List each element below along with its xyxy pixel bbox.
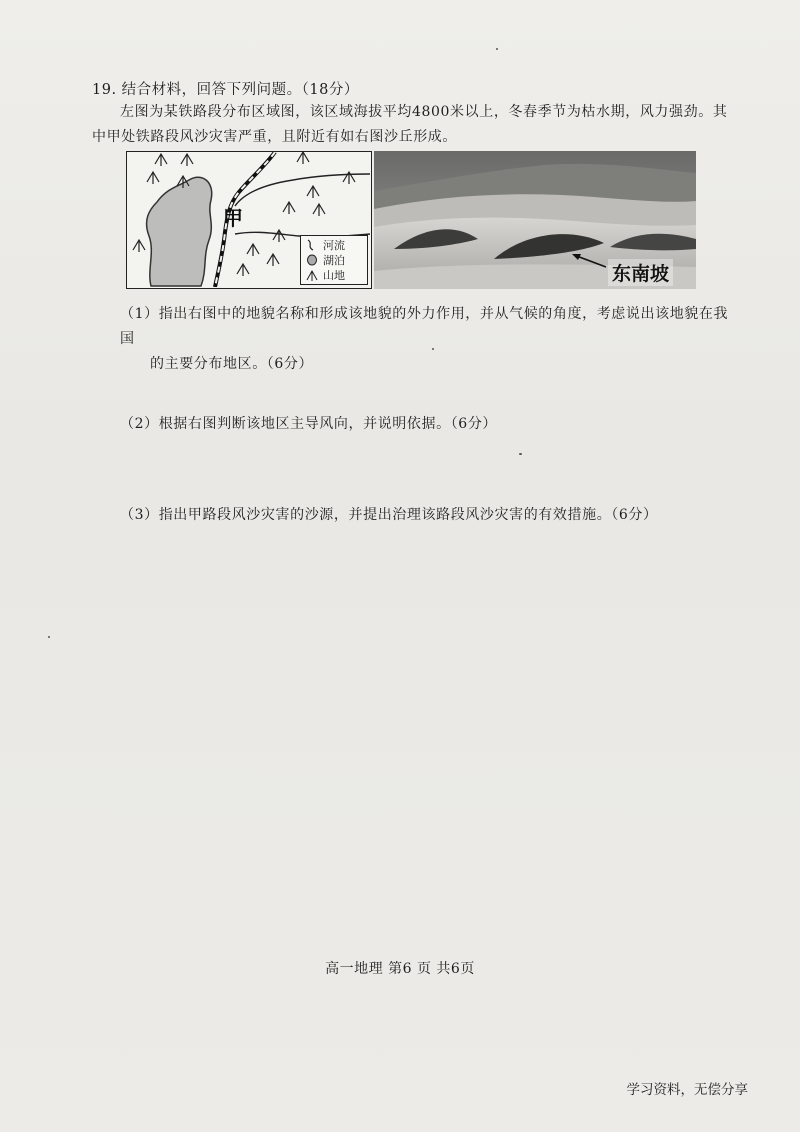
question-header: 19. 结合材料，回答下列问题。（18分） (92, 82, 359, 98)
scan-speck (48, 636, 50, 638)
scan-speck (519, 453, 522, 455)
question-intro: 左图为某铁路段分布区域图，该区域海拔平均4800米以上，冬春季节为枯水期，风力强劲。其中甲处铁路段风沙灾害严重，且附近有如右图沙丘形成。 (92, 104, 728, 145)
page-footer: 高一地理 第6 页 共6页 (325, 961, 475, 977)
dune-photo (374, 151, 696, 289)
legend-river-label: 河流 (323, 239, 345, 252)
subquestion-1-line2: 的主要分布地区。（6分） (150, 356, 314, 372)
map-legend (300, 235, 368, 285)
location-jia-label: 甲 (223, 206, 243, 230)
lake-icon (305, 254, 319, 266)
subquestion-1 (120, 302, 740, 377)
scan-speck (432, 348, 434, 350)
river-icon (305, 239, 319, 251)
subquestion-3: （3）指出甲路段风沙灾害的沙源，并提出治理该路段风沙灾害的有效措施。（6分） (120, 507, 658, 523)
southeast-slope-label: 东南坡 (608, 259, 673, 286)
subquestion-2: （2）根据右图判断该地区主导风向，并说明依据。（6分） (120, 416, 498, 432)
lake-shape (147, 177, 212, 286)
legend-lake-label: 湖泊 (323, 254, 345, 267)
river-line (235, 174, 370, 206)
legend-mountain-label: 山地 (323, 269, 345, 282)
share-note: 学习资料，无偿分享 (626, 1082, 748, 1098)
scan-speck (496, 48, 498, 50)
mountain-icon (305, 269, 319, 281)
region-map (126, 151, 372, 289)
subquestion-1-line1: （1）指出右图中的地貌名称和形成该地貌的外力作用，并从气候的角度，考虑说出该地貌在我国 (120, 306, 729, 347)
